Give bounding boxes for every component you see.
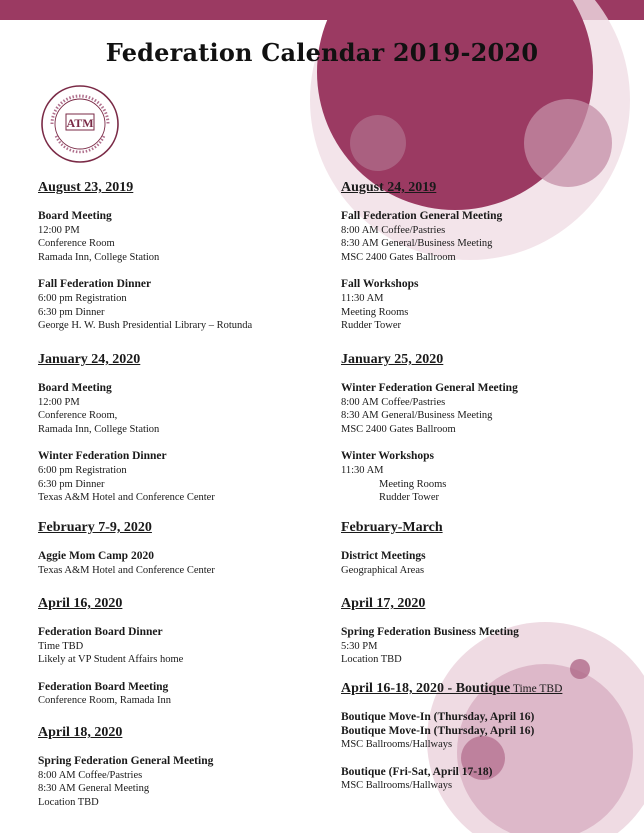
event-block xyxy=(341,711,631,725)
event-detail: MSC 2400 Gates Ballroom xyxy=(341,423,456,435)
event-detail: Texas A&M Hotel and Conference Center xyxy=(38,564,215,576)
event-block xyxy=(38,681,328,708)
event-detail: Conference Room xyxy=(38,238,115,250)
date-section xyxy=(38,180,328,347)
section-date-suffix: Time TBD xyxy=(510,683,563,695)
section-date xyxy=(38,180,328,196)
event-block xyxy=(341,278,631,332)
page-title: Federation Calendar 2019-2020 xyxy=(105,38,539,67)
section-date-text: April 16-18, 2020 - Boutique xyxy=(341,681,511,696)
rose-circle-left xyxy=(350,115,406,171)
event-title: Federation Board Dinner xyxy=(38,626,163,638)
section-date xyxy=(38,352,328,368)
event-title: Spring Federation General Meeting xyxy=(38,755,214,767)
event-detail: 8:30 AM General/Business Meeting xyxy=(341,410,493,422)
event-detail: George H. W. Bush Presidential Library – Rotunda xyxy=(38,320,253,332)
section-date xyxy=(38,725,328,741)
section-date-text: February 7-9, 2020 xyxy=(38,520,152,535)
event-block xyxy=(341,550,631,577)
section-date-text: April 16, 2020 xyxy=(38,596,123,611)
event-detail: Ramada Inn, College Station xyxy=(38,251,160,263)
event-title: Board Meeting xyxy=(38,210,112,222)
date-section xyxy=(341,352,631,519)
event-detail: 5:30 PM xyxy=(341,640,378,652)
event-detail: Ramada Inn, College Station xyxy=(38,423,160,435)
event-title: District Meetings xyxy=(341,550,426,562)
event-block xyxy=(341,210,631,264)
date-section xyxy=(38,520,328,591)
date-section xyxy=(38,596,328,722)
event-detail: 12:00 PM xyxy=(38,224,80,236)
event-detail: 8:30 AM General/Business Meeting xyxy=(341,238,493,250)
section-date xyxy=(341,681,631,697)
event-title: Fall Workshops xyxy=(341,278,419,291)
event-detail: Texas A&M Hotel and Conference Center xyxy=(38,492,215,504)
event-detail: Conference Room, xyxy=(38,410,118,422)
event-title: Federation Board Meeting xyxy=(38,680,169,693)
event-detail: Time TBD xyxy=(38,640,84,652)
event-detail: Conference Room, Ramada Inn xyxy=(38,695,171,707)
section-date-text: January 24, 2020 xyxy=(38,352,141,367)
section-date-text: February-March xyxy=(341,520,443,535)
event-block xyxy=(38,278,328,332)
svg-text:ATM: ATM xyxy=(66,116,94,130)
event-detail: MSC 2400 Gates Ballroom xyxy=(341,251,456,263)
event-block xyxy=(341,626,631,667)
event-detail: Likely at VP Student Affairs home xyxy=(38,654,184,666)
event-detail: 6:00 pm Registration xyxy=(38,292,127,304)
event-detail: MSC Ballrooms/Hallways xyxy=(341,739,453,751)
event-detail: 8:00 AM Coffee/Pastries xyxy=(38,769,143,781)
event-block xyxy=(38,626,328,667)
section-date-text: August 24, 2019 xyxy=(341,180,437,195)
event-detail: 12:00 PM xyxy=(38,396,80,408)
event-detail: 8:00 AM Coffee/Pastries xyxy=(341,224,446,236)
event-title: Spring Federation Business Meeting xyxy=(341,626,519,638)
event-detail: 11:30 AM xyxy=(341,292,384,304)
event-detail: Location TBD xyxy=(341,654,402,666)
section-date-text: April 17, 2020 xyxy=(341,596,426,611)
event-block xyxy=(38,210,328,264)
section-date xyxy=(341,180,631,196)
event-title: Fall Federation Dinner xyxy=(38,278,152,291)
section-date xyxy=(38,520,328,536)
rose-circle-right xyxy=(524,99,612,187)
date-section xyxy=(38,352,328,519)
mothers-club-seal-logo xyxy=(40,84,120,164)
section-date xyxy=(341,596,631,612)
event-block xyxy=(38,450,328,504)
event-block xyxy=(341,725,631,752)
event-title: Winter Workshops xyxy=(341,450,434,463)
date-section xyxy=(341,520,631,591)
section-date xyxy=(341,520,631,536)
section-date xyxy=(38,596,328,612)
date-section xyxy=(38,725,328,823)
event-detail: Rudder Tower xyxy=(379,492,440,504)
event-detail: Geographical Areas xyxy=(341,564,425,576)
event-detail: 11:30 AM xyxy=(341,464,384,476)
section-date-text: January 25, 2020 xyxy=(341,352,444,367)
event-title: Fall Federation General Meeting xyxy=(341,210,503,222)
event-detail: 6:30 pm Dinner xyxy=(38,306,105,318)
date-section xyxy=(341,681,631,807)
event-title: Boutique (Fri-Sat, April 17-18) xyxy=(341,765,493,778)
event-detail: 6:30 pm Dinner xyxy=(38,478,105,490)
event-title: Winter Federation General Meeting xyxy=(341,382,518,394)
event-title: Board Meeting xyxy=(38,382,112,394)
event-detail: MSC Ballrooms/Hallways xyxy=(341,780,453,792)
event-detail: 6:00 pm Registration xyxy=(38,464,127,476)
event-title: Boutique Move-In (Thursday, April 16) xyxy=(341,711,535,723)
section-date-text: August 23, 2019 xyxy=(38,180,134,195)
event-block xyxy=(341,450,631,504)
event-block xyxy=(38,382,328,436)
section-date-text: April 18, 2020 xyxy=(38,725,123,740)
event-block xyxy=(341,382,631,436)
event-title: Winter Federation Dinner xyxy=(38,450,167,463)
event-block xyxy=(38,755,328,809)
event-detail: Location TBD xyxy=(38,796,99,808)
event-block xyxy=(341,766,631,793)
event-block xyxy=(38,550,328,577)
event-detail: Meeting Rooms xyxy=(379,478,447,490)
section-date xyxy=(341,352,631,368)
event-detail: Rudder Tower xyxy=(341,320,402,332)
event-title: Aggie Mom Camp 2020 xyxy=(38,550,154,562)
date-section xyxy=(341,180,631,347)
event-detail: 8:30 AM General Meeting xyxy=(38,783,150,795)
date-section xyxy=(341,596,631,681)
event-detail: 8:00 AM Coffee/Pastries xyxy=(341,396,446,408)
event-detail: Meeting Rooms xyxy=(341,306,409,318)
event-title: Boutique Move-In (Thursday, April 16) xyxy=(341,724,535,737)
